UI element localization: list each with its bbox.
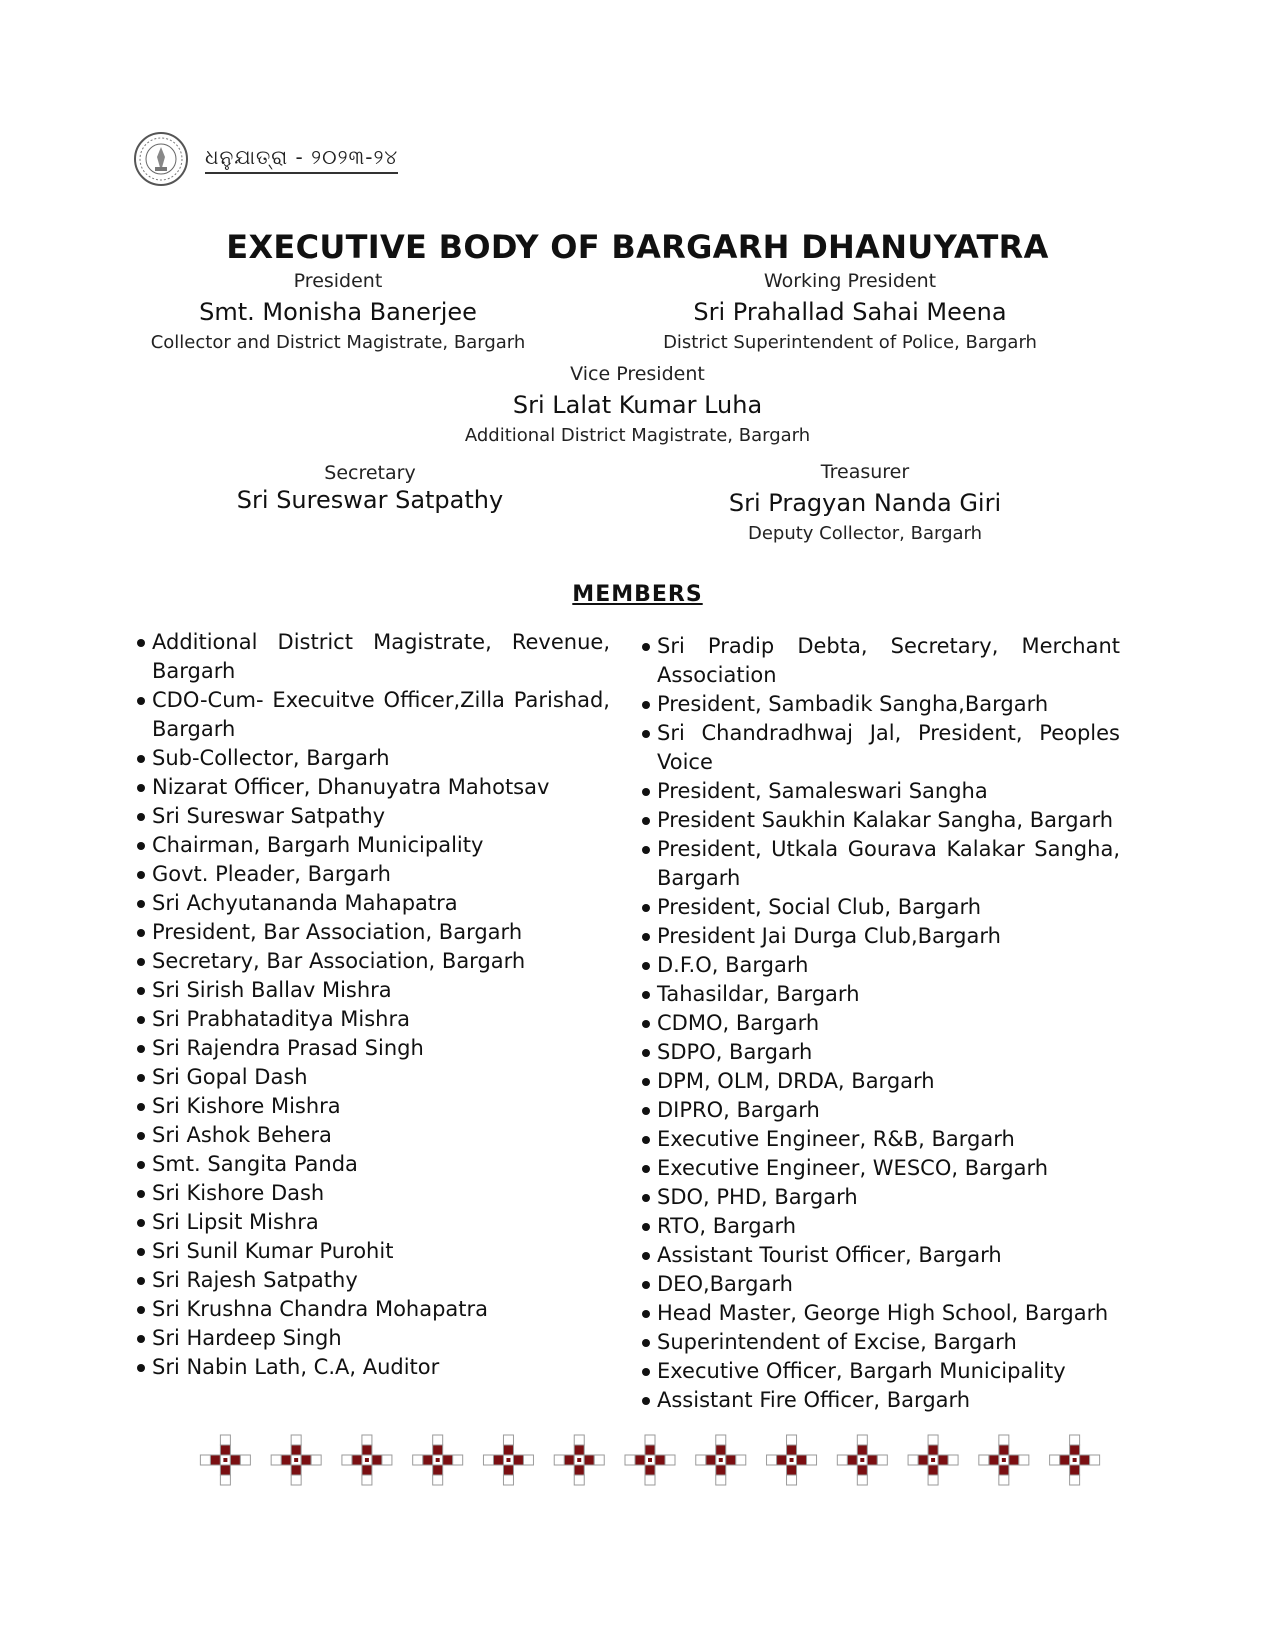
cross-pattern-icon	[413, 1435, 463, 1485]
member-item: Sub-Collector, Bargarh	[135, 744, 610, 773]
member-item: DIPRO, Bargarh	[640, 1096, 1120, 1125]
president-name: Smt. Monisha Banerjee	[199, 298, 477, 326]
vice-president-name: Sri Lalat Kumar Luha	[512, 391, 763, 419]
member-item: President, Sambadik Sangha,Bargarh	[640, 690, 1120, 719]
member-item: Sri Sirish Ballav Mishra	[135, 976, 610, 1005]
member-item: President, Utkala Gourava Kalakar Sangha, Bargarh	[640, 835, 1120, 893]
document-header	[133, 130, 398, 188]
member-item: Govt. Pleader, Bargarh	[135, 860, 610, 889]
festival-year-label: ଧନୁଯାତ୍ରା - ୨୦୨୩-୨୪	[205, 145, 398, 174]
cross-pattern-icon	[625, 1435, 675, 1485]
member-item: Assistant Fire Officer, Bargarh	[640, 1386, 1120, 1415]
member-item: Chairman, Bargarh Municipality	[135, 831, 610, 860]
member-item: Executive Engineer, R&B, Bargarh	[640, 1125, 1120, 1154]
cross-pattern-icon	[271, 1435, 321, 1485]
working-president-role: Working President	[763, 270, 937, 292]
member-item: President Jai Durga Club,Bargarh	[640, 922, 1120, 951]
member-item: Nizarat Officer, Dhanuyatra Mahotsav	[135, 773, 610, 802]
member-item: D.F.O, Bargarh	[640, 951, 1120, 980]
member-item: Sri Prabhataditya Mishra	[135, 1005, 610, 1034]
working-president-block	[645, 270, 1055, 353]
vice-president-post: Additional District Magistrate, Bargarh	[464, 425, 811, 446]
working-president-name: Sri Prahallad Sahai Meena	[693, 298, 1007, 326]
president-role: President	[293, 270, 383, 292]
cross-pattern-icon	[837, 1435, 887, 1485]
treasurer-post: Deputy Collector, Bargarh	[747, 523, 983, 544]
member-item: SDO, PHD, Bargarh	[640, 1183, 1120, 1212]
secretary-role: Secretary	[324, 462, 416, 484]
members-list-left	[135, 628, 610, 1382]
member-item: DEO,Bargarh	[640, 1270, 1120, 1299]
cross-pattern-icon	[767, 1435, 817, 1485]
member-item: Sri Kishore Mishra	[135, 1092, 610, 1121]
member-item: Executive Engineer, WESCO, Bargarh	[640, 1154, 1120, 1183]
cross-pattern-icon	[908, 1435, 958, 1485]
member-item: Sri Rajesh Satpathy	[135, 1266, 610, 1295]
cross-pattern-icon	[696, 1435, 746, 1485]
member-item: Sri Krushna Chandra Mohapatra	[135, 1295, 610, 1324]
member-item: CDO-Cum- Execuitve Officer,Zilla Parishad, Bargarh	[135, 686, 610, 744]
member-item: Sri Gopal Dash	[135, 1063, 610, 1092]
treasurer-name: Sri Pragyan Nanda Giri	[728, 489, 1002, 517]
member-item: Additional District Magistrate, Revenue, Bargarh	[135, 628, 610, 686]
cross-pattern-icon	[979, 1435, 1029, 1485]
district-seal-icon	[133, 131, 189, 187]
member-item: SDPO, Bargarh	[640, 1038, 1120, 1067]
member-item: Sri Lipsit Mishra	[135, 1208, 610, 1237]
secretary-block	[205, 462, 535, 514]
member-item: Sri Nabin Lath, C.A, Auditor	[135, 1353, 610, 1382]
member-item: Sri Pradip Debta, Secretary, Merchant Association	[640, 632, 1120, 690]
member-item: President, Social Club, Bargarh	[640, 893, 1120, 922]
member-item: Sri Sureswar Satpathy	[135, 802, 610, 831]
vice-president-role: Vice President	[570, 363, 705, 385]
cross-pattern-icon	[342, 1435, 392, 1485]
member-item: DPM, OLM, DRDA, Bargarh	[640, 1067, 1120, 1096]
cross-pattern-icon	[554, 1435, 604, 1485]
decorative-border	[190, 1428, 1110, 1492]
secretary-name: Sri Sureswar Satpathy	[236, 486, 504, 514]
treasurer-role: Treasurer	[820, 461, 910, 483]
member-item: Assistant Tourist Officer, Bargarh	[640, 1241, 1120, 1270]
member-item: Sri Achyutananda Mahapatra	[135, 889, 610, 918]
working-president-post: District Superintendent of Police, Bargarh	[663, 332, 1037, 353]
member-item: Sri Hardeep Singh	[135, 1324, 610, 1353]
member-item: Secretary, Bar Association, Bargarh	[135, 947, 610, 976]
cross-pattern-icon	[1050, 1435, 1100, 1485]
member-item: Sri Ashok Behera	[135, 1121, 610, 1150]
president-block	[138, 270, 538, 353]
member-item: Sri Chandradhwaj Jal, President, Peoples Voice	[640, 719, 1120, 777]
member-item: Sri Kishore Dash	[135, 1179, 610, 1208]
member-item: RTO, Bargarh	[640, 1212, 1120, 1241]
vice-president-block	[400, 363, 875, 446]
member-item: Head Master, George High School, Bargarh	[640, 1299, 1120, 1328]
member-item: CDMO, Bargarh	[640, 1009, 1120, 1038]
cross-pattern-icon	[200, 1435, 250, 1485]
members-heading: MEMBERS	[572, 582, 703, 607]
member-item: Sri Sunil Kumar Purohit	[135, 1237, 610, 1266]
member-item: President, Samaleswari Sangha	[640, 777, 1120, 806]
member-item: President, Bar Association, Bargarh	[135, 918, 610, 947]
treasurer-block	[695, 461, 1035, 544]
member-item: Executive Officer, Bargarh Municipality	[640, 1357, 1120, 1386]
member-item: Tahasildar, Bargarh	[640, 980, 1120, 1009]
member-item: President Saukhin Kalakar Sangha, Bargarh	[640, 806, 1120, 835]
member-item: Smt. Sangita Panda	[135, 1150, 610, 1179]
cross-pattern-icon	[483, 1435, 533, 1485]
page-title: EXECUTIVE BODY OF BARGARH DHANUYATRA	[226, 228, 1049, 266]
member-item: Superintendent of Excise, Bargarh	[640, 1328, 1120, 1357]
members-list-right	[640, 632, 1120, 1415]
member-item: Sri Rajendra Prasad Singh	[135, 1034, 610, 1063]
president-post: Collector and District Magistrate, Bargarh	[150, 332, 526, 353]
